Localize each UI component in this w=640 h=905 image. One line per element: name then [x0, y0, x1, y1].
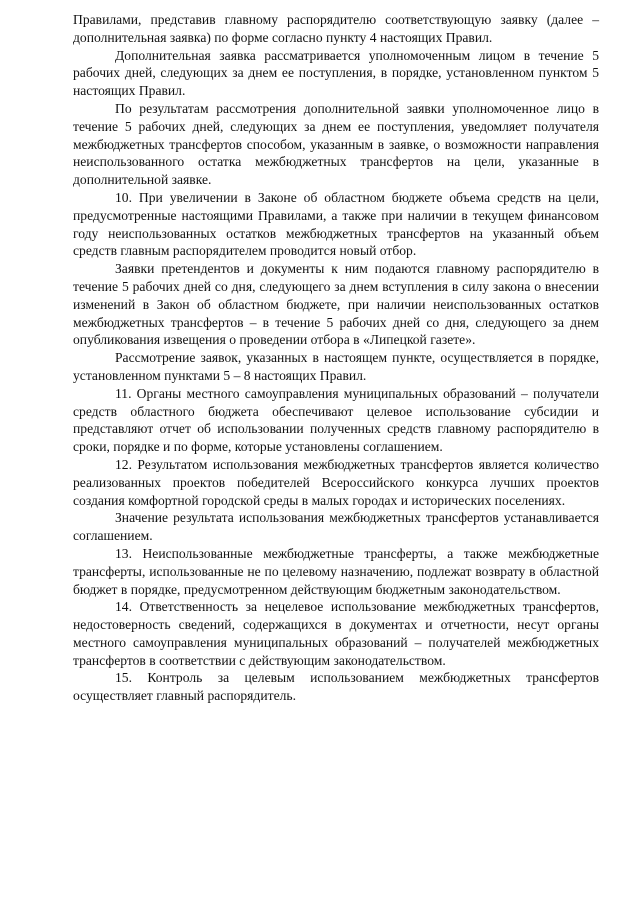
- paragraph-applications-consideration: Рассмотрение заявок, указанных в настоящем пункте, осуществляется в порядке, установленном пунктами 5 – 8 настоящих Правил.: [73, 350, 599, 383]
- paragraph-applications-submission: Заявки претендентов и документы к ним подаются главному распорядителю в течение 5 рабочих дней со дня, следующего за днем вступления в силу закона о внесении изменений в Закон об областном бюджете, при наличии неиспользованных остатков межбюджетных трансфертов – в течение 5 рабочих дней со дня, следующего за днем опубликования извещения о проведении отбора в «Липецкой газете».: [73, 261, 599, 348]
- paragraph-item-15: 15. Контроль за целевым использованием межбюджетных трансфертов осуществляет главный распорядитель.: [73, 670, 599, 704]
- paragraph-item-14: 14. Ответственность за нецелевое использование межбюджетных трансфертов, недостоверность сведений, содержащихся в документах и отчетности, несут органы местного самоуправления муниципальных образований – получателей межбюджетных трансфертов в соответствии с действующим законодательством.: [73, 599, 599, 668]
- paragraph-review-results: По результатам рассмотрения дополнительной заявки уполномоченное лицо в течение 5 рабочих дней, следующих за днем ее поступления, уведомляет получателя межбюджетных трансфертов способом, указанным в заявке, о возможности направления неиспользованного остатка межбюджетных трансфертов на цели, указанные в дополнительной заявке.: [73, 100, 599, 188]
- document-page: [73, 11, 599, 705]
- paragraph-item-11: 11. Органы местного самоуправления муниципальных образований – получатели средств областного бюджета обеспечивают целевое использование субсидии и представляют отчет об использовании полученных средств главному распорядителю в сроки, порядке и по форме, которые установлены соглашением.: [73, 385, 599, 455]
- paragraph-continuation: Правилами, представив главному распорядителю соответствующую заявку (далее – дополнительная заявка) по форме согласно пункту 4 настоящих Правил.: [73, 12, 599, 45]
- paragraph-additional-application-review: Дополнительная заявка рассматривается уполномоченным лицом в течение 5 рабочих дней, следующих за днем ее поступления, в порядке, установленном пунктом 5 настоящих Правил.: [73, 47, 599, 99]
- paragraph-item-10: 10. При увеличении в Законе об областном бюджете объема средств на цели, предусмотренные настоящими Правилами, а также при наличии в текущем финансовом году неиспользованных остатков межбюджетных трансфертов на указанный объем средств главным распорядителем проводится новый отбор.: [73, 189, 599, 259]
- paragraph-result-value: Значение результата использования межбюджетных трансфертов устанавливается соглашением.: [73, 510, 599, 544]
- paragraph-item-13: 13. Неиспользованные межбюджетные трансферты, а также межбюджетные трансферты, использованные не по целевому назначению, подлежат возврату в областной бюджет в порядке, предусмотренном действующим бюджетным законодательством.: [73, 545, 599, 597]
- paragraph-item-12: 12. Результатом использования межбюджетных трансфертов является количество реализованных проектов победителей Всероссийского конкурса лучших проектов создания комфортной городской среды в малых городах и исторических поселениях.: [73, 456, 599, 508]
